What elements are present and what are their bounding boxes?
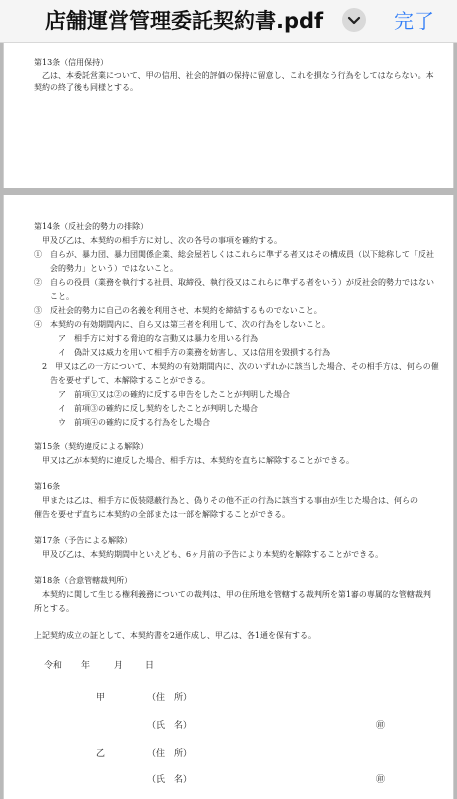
text-line: 乙は、本委託営業について、甲の信用、社会的評価の保持に留意し、これを損なう行為をしてはならない。本 [34,71,434,80]
text-line: 会的勢力」という）ではないこと。 [34,264,178,273]
party-b-address: （住 所） [147,749,193,759]
text-line: 催告を要せず直ちに本契約の全部または一部を解除することができる。 [34,510,290,519]
text-line: 2 甲又は乙の一方について、本契約の有効期間内に、次のいずれかに該当した場合、その相手方は、何らの催 [34,362,439,371]
done-button[interactable]: 完了 [394,9,434,33]
party-a-seal-mark: ㊞ [376,721,386,731]
date-era: 令和 [44,661,63,671]
article-17-heading: 第17条（予告による解除） [34,536,133,545]
title-menu-button[interactable] [342,8,366,32]
text-line: 本契約に関して生じる権利義務についての裁判は、甲の住所地を管轄する裁判所を第1審の専属的な管轄裁判 [34,590,431,599]
text-line: ア 相手方に対する脅迫的な言動又は暴力を用いる行為 [34,334,258,343]
article-15-heading: 第15条（契約違反による解除） [34,442,149,451]
text-line: 甲及び乙は、本契約期間中といえども、6ヶ月前の予告により本契約を解除することができる。 [34,550,384,559]
text-line: 甲又は乙が本契約に違反した場合、相手方は、本契約を直ちに解除することができる。 [34,456,354,465]
date-year: 年 [81,661,91,671]
text-line: ③ 反社会的勢力に自己の名義を利用させ、本契約を締結するものでないこと。 [34,306,322,315]
text-line: ② 自らの役員（業務を執行する社員、取締役、執行役又はこれらに準ずる者をいう）が反社会的勢力ではない [34,278,434,287]
text-line: 契約の終了後も同様とする。 [34,83,138,92]
pdf-page-1 [3,43,454,188]
text-line: 甲または乙は、相手方に仮装隠蔽行為と、偽りその他不正の行為に該当する事由が生じた場合は、何らの [34,496,418,505]
article-18-heading: 第18条（合意管轄裁判所） [34,576,133,585]
text-line: イ 偽計又は威力を用いて相手方の業務を妨害し、又は信用を毀損する行為 [34,348,330,357]
party-a-label: 甲 [96,693,106,703]
text-line: 告を要せずして、本解除することができる。 [34,376,210,385]
party-b-name: （氏 名） [147,775,193,785]
text-line: 所とする。 [34,604,74,613]
document-title: 店舗運営管理委託契約書.pdf [45,9,324,33]
date-day: 日 [145,661,155,671]
date-month: 月 [114,661,124,671]
text-line: ア 前項①又は②の確約に反する申告をしたことが判明した場合 [34,390,290,399]
article-13-heading: 第13条（信用保持） [34,58,109,67]
party-a-name: （氏 名） [147,721,193,731]
text-line: こと。 [34,292,74,301]
text-line: ウ 前項④の確約に反する行為をした場合 [34,418,210,427]
party-b-label: 乙 [96,749,106,759]
toolbar [0,0,457,43]
article-14-heading: 第14条（反社会的勢力の排除） [34,222,149,231]
party-a-address: （住 所） [147,693,193,703]
chevron-down-icon [342,8,366,32]
text-line: ④ 本契約の有効期間内に、自ら又は第三者を利用して、次の行為をしないこと。 [34,320,330,329]
closing-statement: 上記契約成立の証として、本契約書を2通作成し、甲乙は、各1通を保有する。 [34,631,317,640]
pdf-page-2 [3,195,454,799]
article-16-heading: 第16条 [34,482,61,491]
text-line: 甲及び乙は、本契約の相手方に対し、次の各号の事項を確約する。 [34,236,282,245]
text-line: イ 前項③の確約に反し契約をしたことが判明した場合 [34,404,258,413]
party-b-seal-mark: ㊞ [376,775,386,785]
text-line: ① 自らが、暴力団、暴力団関係企業、総会屋若しくはこれらに準ずる者又はその構成員（以下総称して「反社 [34,250,434,259]
